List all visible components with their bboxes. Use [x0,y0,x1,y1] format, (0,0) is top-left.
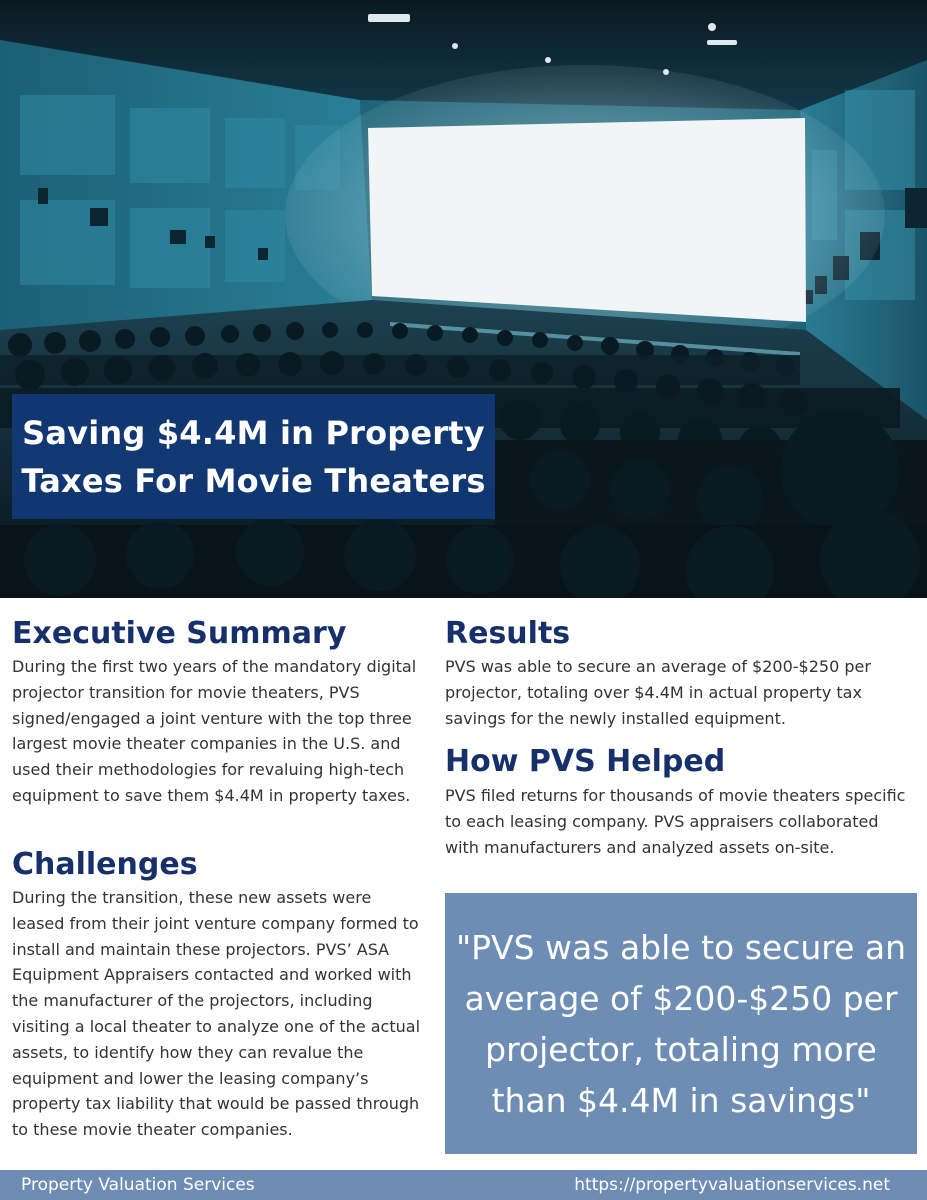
title-banner [12,394,495,519]
challenges-heading: Challenges [12,847,198,882]
footer-company-name: Property Valuation Services [21,1175,255,1195]
how-pvs-helped-text: PVS filed returns for thousands of movie theaters specific to each leasing company. PVS appraisers collaborated with manufacturers and analyzed assets on-site. [445,786,906,857]
footer-bar [0,1170,927,1200]
executive-summary-heading: Executive Summary [12,616,347,651]
pull-quote-box [445,893,917,1154]
cinema-screen [368,118,806,322]
hero-image [0,0,927,598]
pull-quote-text: "PVS was able to secure an average of $200-$250 per projector, totaling more than $4.4M in savings" [455,927,907,1120]
results-heading: Results [445,616,571,651]
results-text: PVS was able to secure an average of $200-$250 per projector, totaling over $4.4M in actual property tax savings for the newly installed equipment. [445,657,871,728]
challenges-text: During the transition, these new assets were leased from their joint venture company formed to install and maintain these projectors. PVS’ ASA Equipment Appraisers contacted and worked with the manufacturer of the projectors, including visiting a local theater to analyze one of the actual assets, to identify how they can revalue the equipment and lower the leasing company’s property tax liability that would be passed through to these movie theater companies. [12,888,421,1140]
footer-website-link[interactable]: https://propertyvaluationservices.net [574,1175,890,1195]
page-title: Saving $4.4M in Property Taxes For Movie Theaters [21,413,486,500]
executive-summary-text: During the first two years of the mandatory digital projector transition for movie theaters, PVS signed/engaged a joint venture with the top three largest movie theater companies in the U.S. and used their methodologies for revaluing high-tech equipment to save them $4.4M in property taxes. [12,657,417,805]
how-pvs-helped-heading: How PVS Helped [445,744,726,779]
